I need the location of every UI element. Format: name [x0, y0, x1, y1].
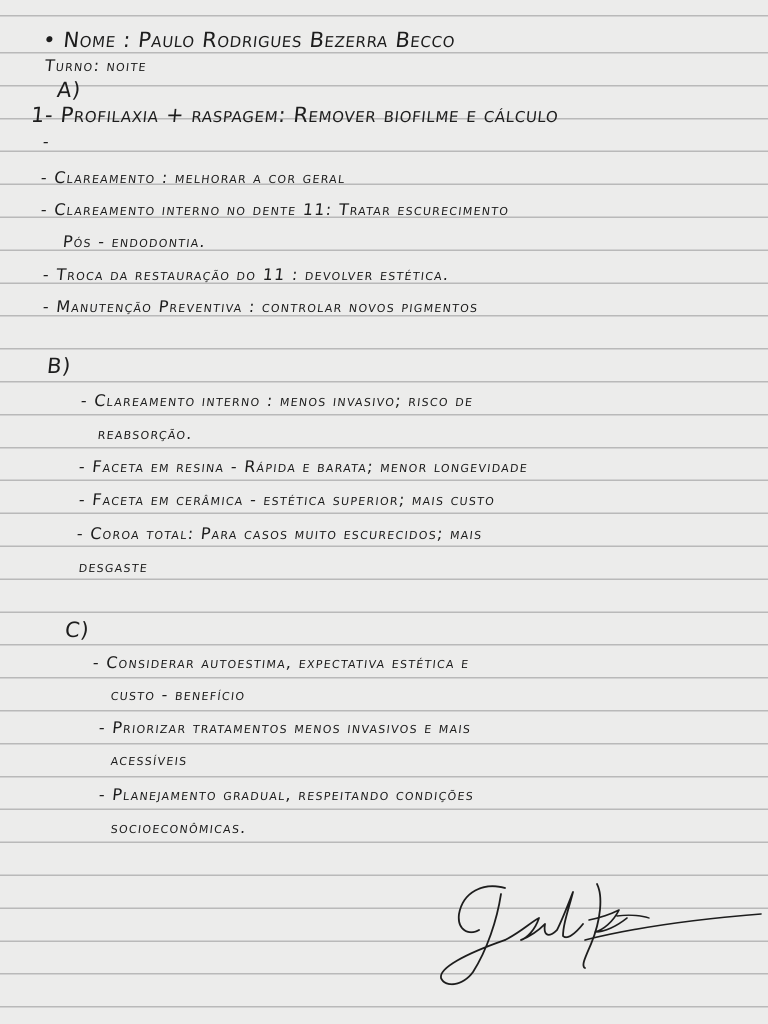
section-b-item-4-line-2: desgaste — [77, 557, 150, 576]
section-c-item-2-line-1: - Priorizar tratamentos menos invasivos e mais — [97, 718, 473, 737]
section-a-item-3-line-1: - Clareamento interno no dente 11: Tratar escurecimento — [39, 200, 511, 219]
section-a-item-2: - Clareamento : melhorar a cor geral — [39, 168, 347, 187]
section-c-item-1-line-2: custo - benefício — [109, 685, 247, 704]
handwritten-signature — [435, 878, 765, 988]
section-b-item-1-line-1: - Clareamento interno : menos invasivo; risco de — [79, 391, 475, 410]
section-b-item-3: - Faceta em cerâmica - estética superior; mais custo — [77, 490, 497, 509]
section-b-item-4-line-1: - Coroa total: Para casos muito escurecidos; mais — [75, 524, 484, 543]
name-line: • Nome : Paulo Rodrigues Bezerra Becco — [41, 28, 457, 52]
section-c-item-1-line-1: - Considerar autoestima, expectativa estética e — [91, 653, 471, 672]
section-b-marker: B) — [45, 354, 73, 378]
section-a-item-1: 1- Profilaxia + raspagem: Remover biofilme e cálculo — [29, 103, 560, 127]
section-c-item-2-line-2: acessíveis — [109, 750, 189, 769]
section-a-item-5: - Manutenção Preventiva : controlar novos pigmentos — [41, 297, 480, 316]
section-c-marker: C) — [63, 618, 91, 642]
section-a-item-3-line-2: Pós - endodontia. — [61, 232, 208, 251]
section-a-item-4: - Troca da restauração do 11 : devolver estética. — [41, 265, 451, 284]
section-a-item-blank: - — [41, 132, 51, 151]
section-b-item-2: - Faceta em resina - Rápida e barata; menor longevidade — [77, 457, 530, 476]
shift-line: Turno: noite — [43, 56, 148, 75]
section-c-item-3-line-2: socioeconômicas. — [109, 818, 248, 837]
section-a-marker: A) — [55, 78, 83, 102]
section-c-item-3-line-1: - Planejamento gradual, respeitando condições — [97, 785, 476, 804]
section-b-item-1-line-2: reabsorção. — [96, 424, 194, 443]
